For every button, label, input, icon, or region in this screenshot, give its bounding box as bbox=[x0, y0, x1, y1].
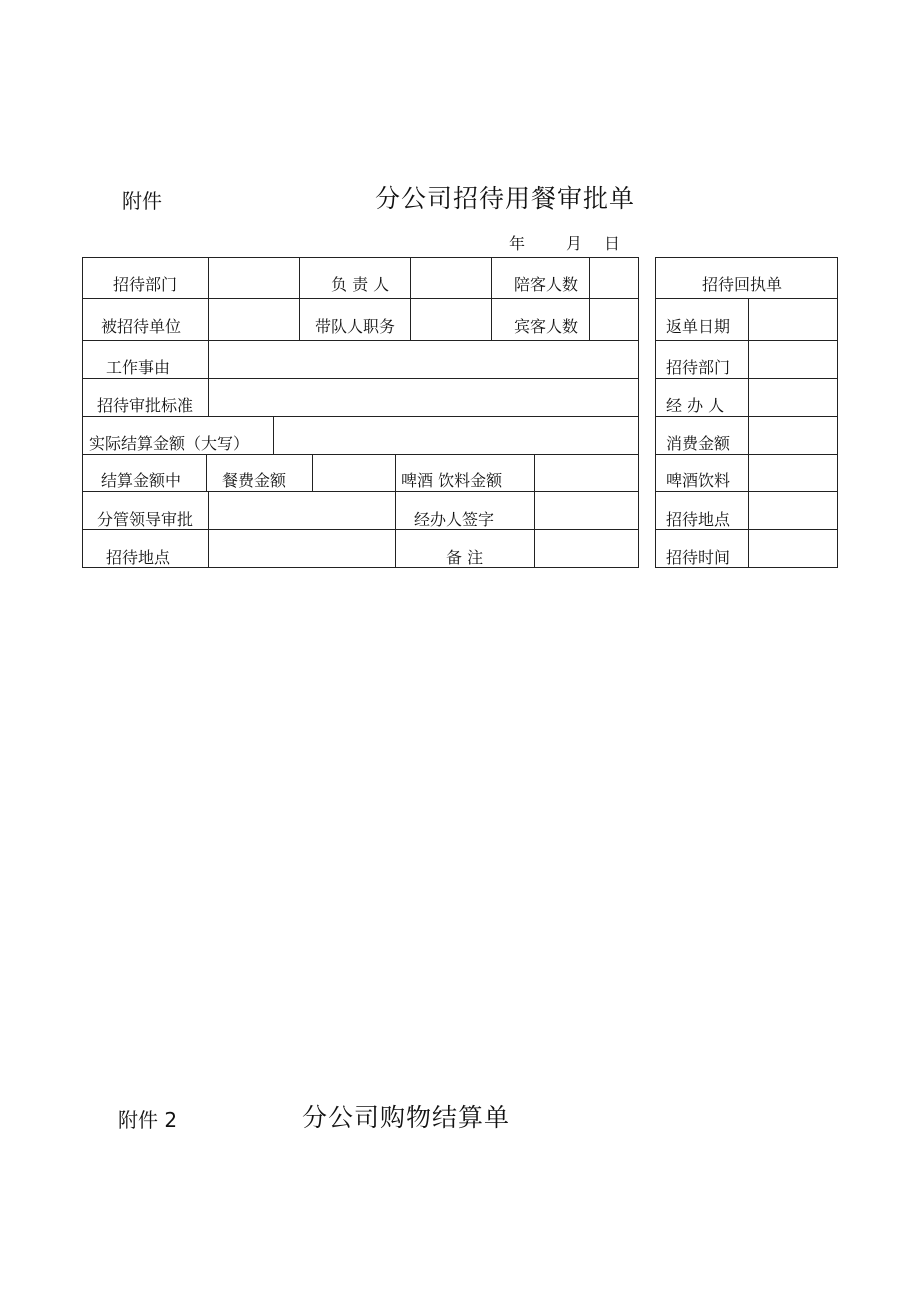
cell-person-in-charge: 负 责 人 bbox=[331, 275, 390, 294]
cell-return-date: 返单日期 bbox=[666, 317, 731, 336]
cell-work-reason: 工作事由 bbox=[106, 358, 171, 377]
date-day: 日 bbox=[604, 234, 621, 253]
cell-remarks: 备 注 bbox=[446, 548, 484, 567]
cell-receipt-dept: 招待部门 bbox=[666, 358, 731, 377]
cell-reception-time: 招待时间 bbox=[666, 548, 731, 567]
cell-receipt-location: 招待地点 bbox=[666, 510, 731, 529]
cell-receipt-handler: 经 办 人 bbox=[666, 396, 725, 415]
attachment-label: 附件 bbox=[122, 189, 162, 213]
cell-receipt-beer-drinks: 啤酒饮料 bbox=[666, 471, 731, 490]
cell-receipt-title: 招待回执单 bbox=[702, 275, 783, 294]
cell-beer-drinks-amount: 啤酒 饮料金额 bbox=[401, 471, 503, 490]
form-2-title: 分公司购物结算单 bbox=[302, 1103, 511, 1132]
cell-meal-amount: 餐费金额 bbox=[222, 471, 287, 490]
cell-guest-count: 宾客人数 bbox=[514, 317, 579, 336]
cell-leader-approval: 分管领导审批 bbox=[97, 510, 194, 529]
cell-reception-location: 招待地点 bbox=[106, 548, 171, 567]
form-title: 分公司招待用餐审批单 bbox=[375, 184, 636, 213]
cell-hosted-unit: 被招待单位 bbox=[101, 317, 182, 336]
date-month: 月 bbox=[566, 234, 583, 253]
cell-amount-breakdown: 结算金额中 bbox=[101, 471, 182, 490]
cell-approval-standard: 招待审批标准 bbox=[97, 396, 194, 415]
cell-accompany-count: 陪客人数 bbox=[514, 275, 579, 294]
cell-consumption-amount: 消费金额 bbox=[666, 434, 731, 453]
cell-leader-title: 带队人职务 bbox=[315, 317, 396, 336]
attachment-2-label: 附件 2 bbox=[118, 1108, 178, 1132]
cell-handler-signature: 经办人签字 bbox=[414, 510, 495, 529]
date-year: 年 bbox=[509, 234, 526, 253]
cell-reception-dept: 招待部门 bbox=[113, 275, 178, 294]
cell-actual-amount-caps: 实际结算金额（大写） bbox=[89, 434, 250, 453]
